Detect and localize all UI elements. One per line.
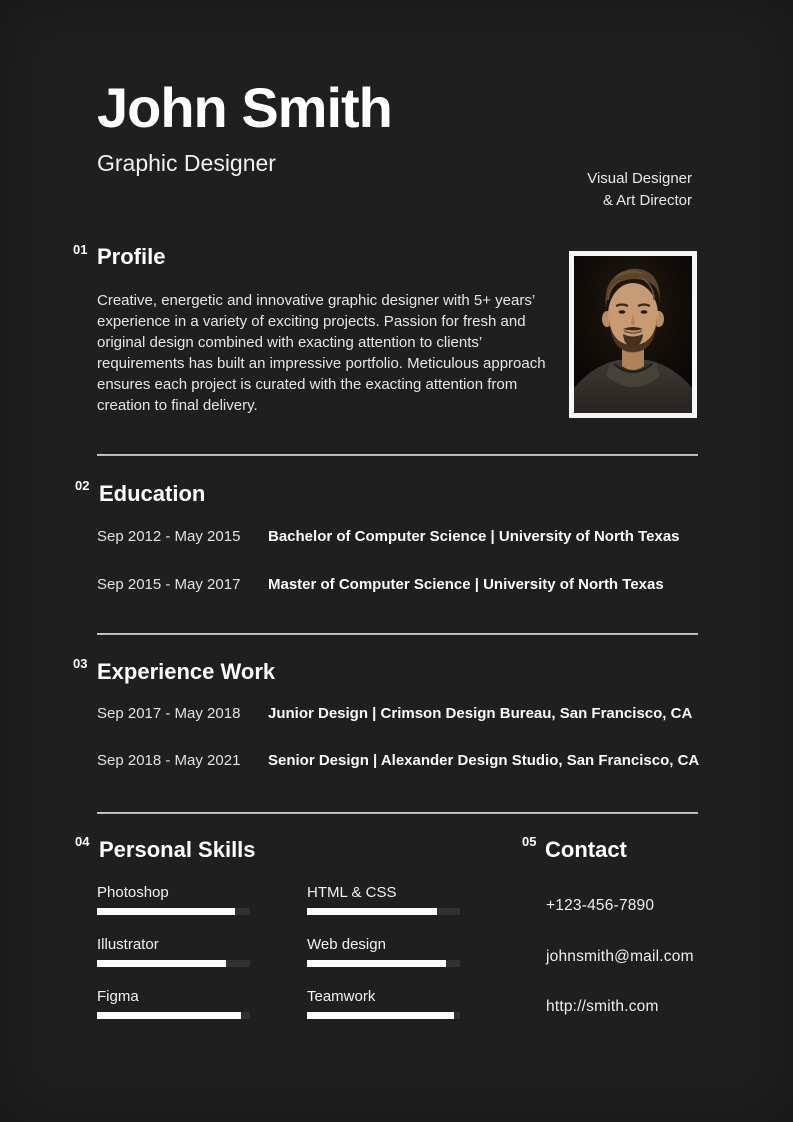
skill-bar-track [307, 908, 460, 915]
section-number-profile: 01 [73, 242, 88, 257]
profile-photo [569, 251, 697, 418]
education-dates: Sep 2015 - May 2017 [97, 576, 241, 593]
section-title-profile: Profile [97, 244, 166, 269]
experience-row [97, 705, 692, 724]
section-title-experience: Experience Work [97, 659, 276, 684]
contact-website: http://smith.com [546, 998, 659, 1016]
experience-detail: Junior Design | Crimson Design Bureau, San Francisco, CA [268, 705, 693, 722]
education-row [97, 576, 664, 595]
tagline [587, 168, 692, 211]
skill-label: Teamwork [307, 988, 376, 1005]
tagline-line-1: Visual Designer [587, 170, 692, 187]
skill-bar-track [307, 960, 460, 967]
divider-profile-education [97, 454, 698, 456]
skill-bar-track [97, 908, 250, 915]
skill-label: Web design [307, 936, 386, 953]
contact-list [546, 897, 694, 1049]
contact-phone: +123-456-7890 [546, 897, 655, 914]
skill-bar-fill [97, 1012, 241, 1019]
section-title-education: Education [99, 481, 206, 506]
skill-bar-fill [97, 908, 235, 915]
experience-dates: Sep 2018 - May 2021 [97, 752, 241, 769]
skill-bar-fill [307, 1012, 454, 1019]
skill-bar-track [97, 960, 250, 967]
skill-bar-fill [97, 960, 226, 967]
profile-summary: Creative, energetic and innovative graphic designer with 5+ years’ experience in a variety of exciting projects. Passion for fresh and original design combined with exacting attention to clients’ requirements has built an impressive portfolio. Meticulous approach ensures each project is curated with the exacting attention from creation to final delivery. [97, 292, 546, 414]
section-number-skills: 04 [75, 834, 90, 849]
skills-column-right [307, 884, 460, 1040]
skill-bar-track [307, 1012, 460, 1019]
education-dates: Sep 2012 - May 2015 [97, 528, 241, 545]
skill-item [97, 936, 250, 967]
tagline-line-2: & Art Director [602, 191, 692, 209]
skill-item [307, 936, 460, 967]
skill-item [97, 884, 250, 915]
education-detail: Master of Computer Science | University of North Texas [268, 576, 664, 593]
skill-bar-fill [307, 960, 446, 967]
contact-email: johnsmith@mail.com [546, 947, 694, 965]
skill-label: Figma [97, 988, 139, 1005]
skill-item [97, 988, 250, 1019]
skills-column-left [97, 884, 250, 1040]
section-number-education: 02 [75, 478, 90, 493]
skill-item [307, 884, 460, 915]
divider-experience-skills [97, 812, 698, 814]
skill-label: Photoshop [97, 884, 169, 901]
skill-label: HTML & CSS [307, 884, 397, 901]
skill-label: Illustrator [97, 936, 159, 953]
skill-item [307, 988, 460, 1019]
section-title-contact: Contact [545, 837, 627, 862]
skill-bar-track [97, 1012, 250, 1019]
person-name: John Smith [97, 76, 392, 139]
section-number-contact: 05 [522, 834, 537, 849]
portrait-illustration [574, 256, 692, 413]
education-row [97, 528, 680, 547]
divider-education-experience [97, 633, 698, 635]
person-role: Graphic Designer [97, 150, 276, 176]
experience-dates: Sep 2017 - May 2018 [97, 705, 241, 722]
section-title-skills: Personal Skills [99, 837, 256, 862]
skill-bar-fill [307, 908, 437, 915]
experience-row [97, 752, 699, 771]
education-detail: Bachelor of Computer Science | University of North Texas [268, 528, 680, 545]
experience-detail: Senior Design | Alexander Design Studio, San Francisco, CA [268, 752, 700, 769]
section-number-experience: 03 [73, 656, 88, 671]
